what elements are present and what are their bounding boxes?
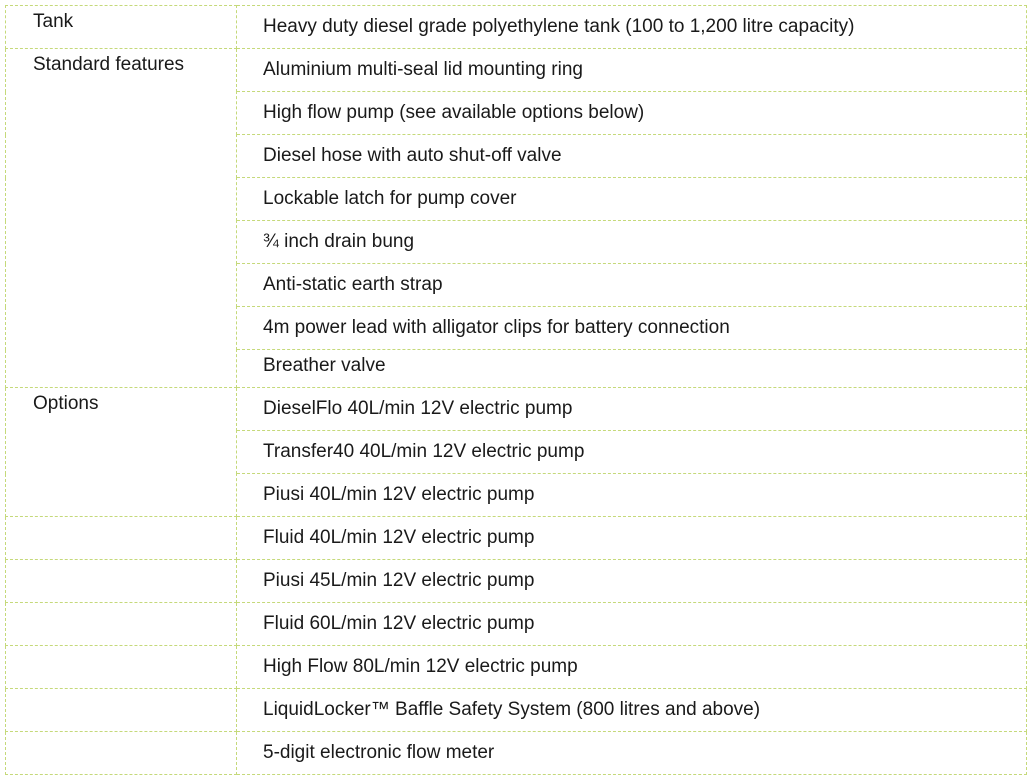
row-label xyxy=(6,517,237,560)
table-row xyxy=(6,388,1027,431)
row-label xyxy=(6,603,237,646)
row-value: Aluminium multi-seal lid mounting ring xyxy=(237,49,1027,92)
row-label xyxy=(6,560,237,603)
row-label xyxy=(6,646,237,689)
row-value: Breather valve xyxy=(237,350,1027,388)
table-row xyxy=(6,603,1027,646)
row-value: Transfer40 40L/min 12V electric pump xyxy=(237,431,1027,474)
spec-table xyxy=(5,5,1027,775)
row-value: DieselFlo 40L/min 12V electric pump xyxy=(237,388,1027,431)
row-value: Anti-static earth strap xyxy=(237,264,1027,307)
row-value: LiquidLocker™ Baffle Safety System (800 litres and above) xyxy=(237,689,1027,732)
row-value: Diesel hose with auto shut-off valve xyxy=(237,135,1027,178)
row-label: Standard features xyxy=(6,49,237,388)
table-row xyxy=(6,646,1027,689)
table-row xyxy=(6,560,1027,603)
row-value: 5-digit electronic flow meter xyxy=(237,732,1027,775)
table-row xyxy=(6,732,1027,775)
table-row xyxy=(6,49,1027,92)
row-label xyxy=(6,689,237,732)
row-value: High Flow 80L/min 12V electric pump xyxy=(237,646,1027,689)
row-value: 4m power lead with alligator clips for battery connection xyxy=(237,307,1027,350)
table-row xyxy=(6,6,1027,49)
table-row xyxy=(6,689,1027,732)
row-label xyxy=(6,732,237,775)
row-value: Piusi 45L/min 12V electric pump xyxy=(237,560,1027,603)
row-value: Fluid 60L/min 12V electric pump xyxy=(237,603,1027,646)
table-row xyxy=(6,517,1027,560)
row-value: ¾ inch drain bung xyxy=(237,221,1027,264)
row-value: Lockable latch for pump cover xyxy=(237,178,1027,221)
row-value: High flow pump (see available options below) xyxy=(237,92,1027,135)
row-label: Options xyxy=(6,388,237,517)
row-label: Tank xyxy=(6,6,237,49)
row-value: Piusi 40L/min 12V electric pump xyxy=(237,474,1027,517)
row-value: Fluid 40L/min 12V electric pump xyxy=(237,517,1027,560)
row-value: Heavy duty diesel grade polyethylene tank (100 to 1,200 litre capacity) xyxy=(237,6,1027,49)
